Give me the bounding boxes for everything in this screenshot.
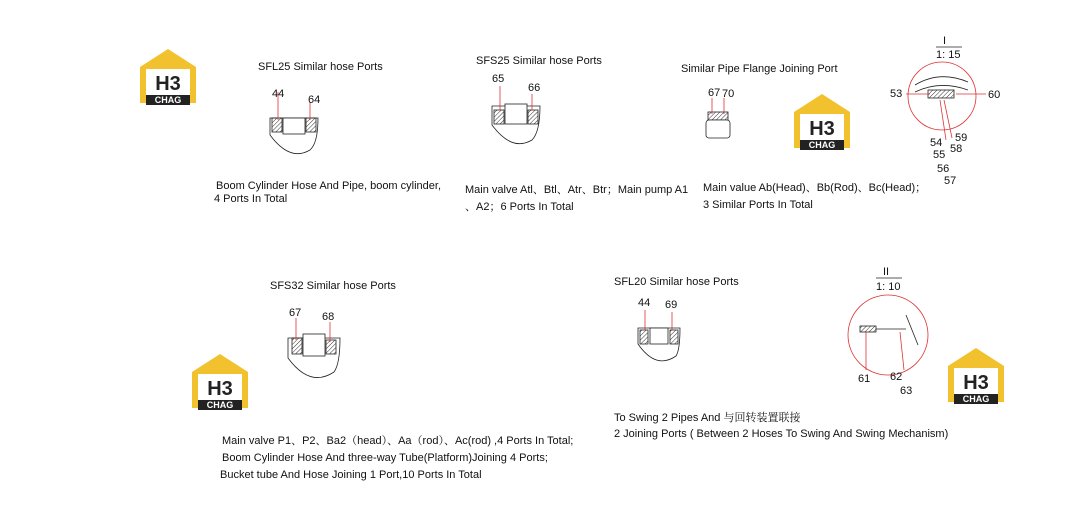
callout-61: 61 bbox=[858, 373, 871, 385]
callout-60: 60 bbox=[988, 89, 1001, 101]
house-logo-icon bbox=[188, 350, 252, 414]
callout-56: 56 bbox=[937, 163, 950, 175]
house-logo-icon bbox=[790, 90, 854, 154]
flange-desc-line-1: Main value Ab(Head)、Bb(Rod)、Bc(Head)； bbox=[703, 182, 927, 194]
detail-i-scale: 1: 15 bbox=[936, 49, 961, 61]
svg-text:CHAG: CHAG bbox=[962, 394, 990, 404]
sfs32-desc-line-2: Boom Cylinder Hose And three-way Tube(Platform)Joining 4 Ports; bbox=[222, 452, 548, 464]
callout-64: 64 bbox=[308, 94, 321, 106]
sfs25-title: SFS25 Similar hose Ports bbox=[476, 55, 602, 67]
detail-i-label: I bbox=[943, 35, 947, 47]
flange-title: Similar Pipe Flange Joining Port bbox=[681, 63, 838, 75]
callout-69: 69 bbox=[665, 299, 678, 311]
callout-53: 53 bbox=[890, 88, 903, 100]
sfl25-desc-line-2: 4 Ports In Total bbox=[214, 193, 288, 205]
sfl20-desc-line-1: To Swing 2 Pipes And 与回转装置联接 bbox=[614, 412, 801, 424]
sfl25-desc-line-1: Boom Cylinder Hose And Pipe, boom cylinder, bbox=[216, 180, 442, 192]
sfl20-desc-line-2: 2 Joining Ports ( Between 2 Hoses To Swing And Swing Mechanism) bbox=[614, 428, 949, 440]
sfs32-desc-line-3: Bucket tube And Hose Joining 1 Port,10 Ports In Total bbox=[220, 469, 482, 481]
callout-57: 57 bbox=[944, 175, 957, 187]
detail-ii-label: II bbox=[883, 266, 890, 278]
sfs25-fitting-drawing bbox=[492, 86, 540, 144]
callout-63: 63 bbox=[900, 385, 913, 397]
sfs32-desc-line-1: Main valve P1、P2、Ba2（head）、Aa（rod）、Ac(rod) ,4 Ports In Total; bbox=[222, 435, 574, 447]
svg-text:H3: H3 bbox=[207, 378, 233, 400]
callout-67: 67 bbox=[708, 87, 721, 99]
flange-fitting-drawing bbox=[706, 98, 730, 138]
svg-text:CHAG: CHAG bbox=[808, 140, 836, 150]
svg-text:CHAG: CHAG bbox=[154, 95, 182, 105]
svg-text:CHAG: CHAG bbox=[206, 400, 234, 410]
sfs25-desc-line-1: Main valve Atl、Btl、Atr、Btr；Main pump A1 bbox=[465, 184, 689, 196]
house-logo-icon bbox=[136, 45, 200, 109]
callout-66: 66 bbox=[528, 82, 541, 94]
callout-62: 62 bbox=[890, 371, 903, 383]
callout-65: 65 bbox=[492, 73, 505, 85]
detail-ii-scale: 1: 10 bbox=[876, 281, 901, 293]
callout-70: 70 bbox=[722, 88, 735, 100]
callout-67: 67 bbox=[289, 307, 302, 319]
callout-59: 59 bbox=[955, 132, 968, 144]
svg-text:H3: H3 bbox=[963, 372, 989, 394]
callout-44: 44 bbox=[272, 88, 285, 100]
sfs32-title: SFS32 Similar hose Ports bbox=[270, 280, 396, 292]
sfl20-title: SFL20 Similar hose Ports bbox=[614, 276, 739, 288]
callout-54: 54 bbox=[930, 137, 943, 149]
sfs32-fitting-drawing bbox=[288, 318, 340, 378]
callout-44: 44 bbox=[638, 297, 651, 309]
flange-desc-line-2: 3 Similar Ports In Total bbox=[703, 199, 813, 211]
sfl25-title: SFL25 Similar hose Ports bbox=[258, 61, 383, 73]
svg-text:H3: H3 bbox=[155, 73, 181, 95]
callout-68: 68 bbox=[322, 311, 335, 323]
callout-55: 55 bbox=[933, 149, 946, 161]
callout-58: 58 bbox=[950, 143, 963, 155]
svg-text:H3: H3 bbox=[809, 118, 835, 140]
sfl20-fitting-drawing bbox=[638, 310, 680, 361]
house-logo-icon bbox=[944, 344, 1008, 408]
sfs25-desc-line-2: 、A2；6 Ports In Total bbox=[465, 201, 574, 213]
